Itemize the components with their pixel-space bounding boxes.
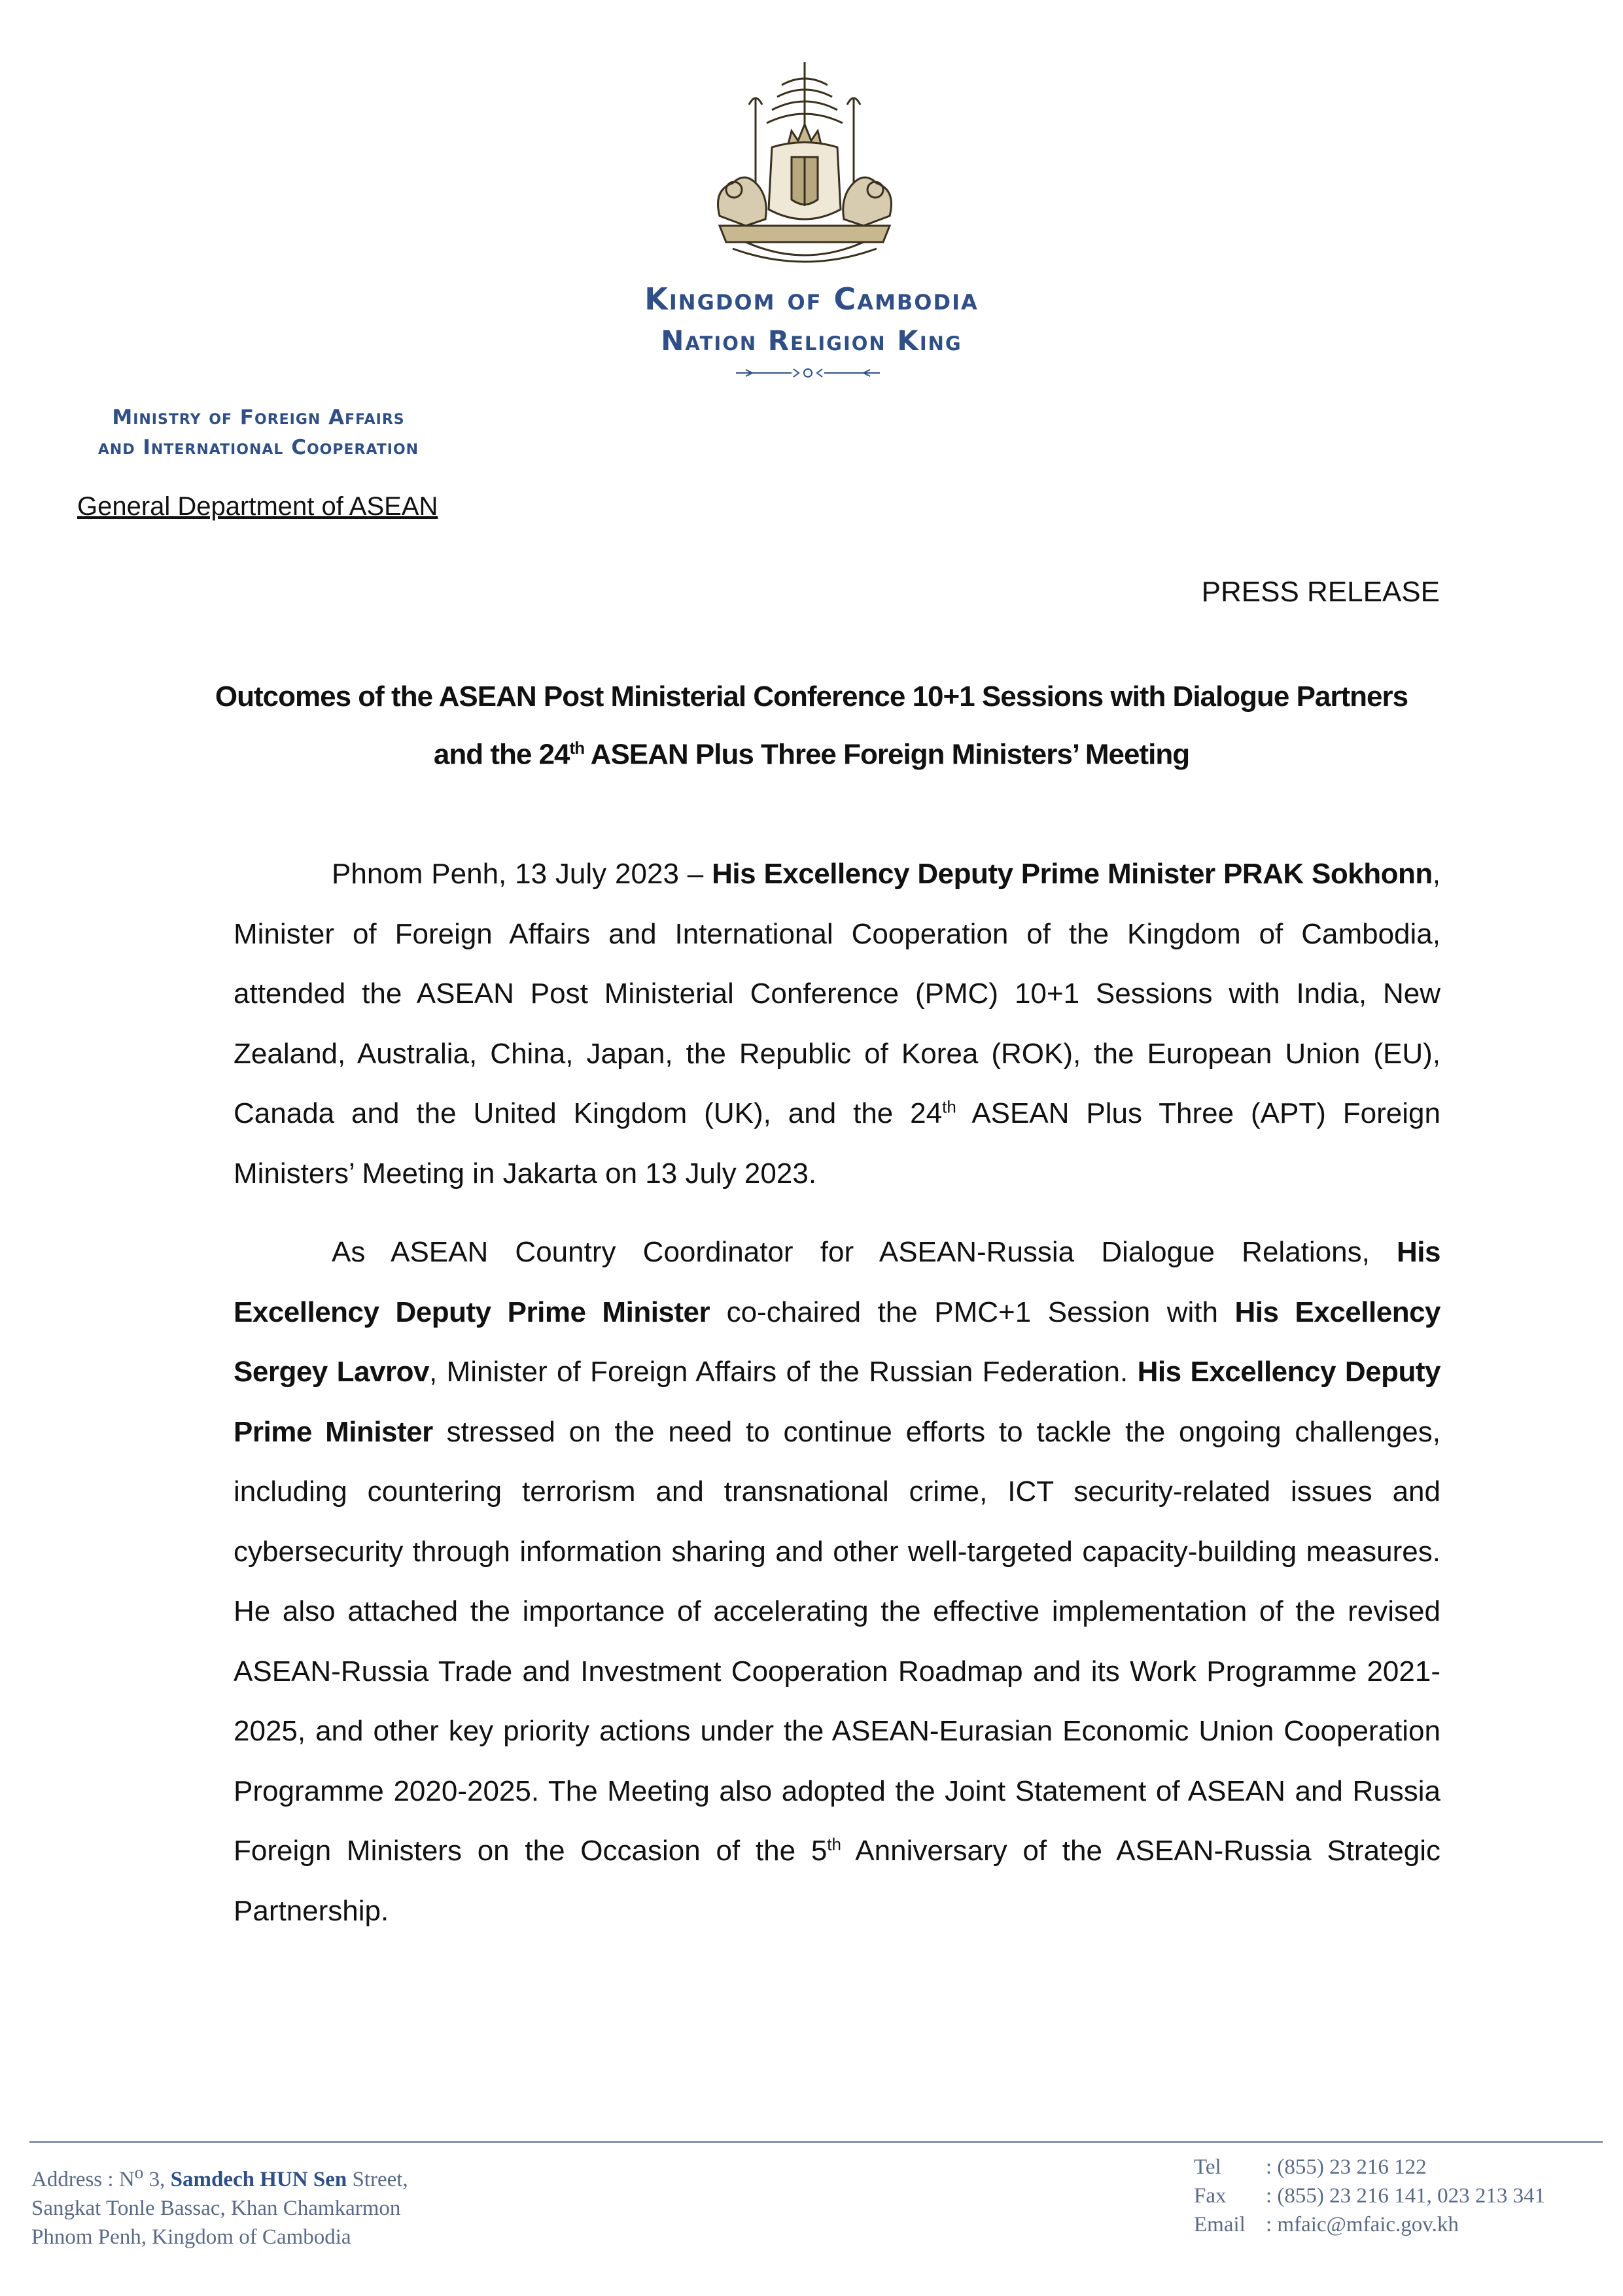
fax-label: Fax xyxy=(1194,2184,1227,2208)
address-street-name: Samdech HUN Sen xyxy=(170,2168,347,2191)
fax-value: : (855) 23 216 141, 023 213 341 xyxy=(1266,2184,1546,2208)
headline-line2 xyxy=(196,738,1427,771)
ministry-name-line1: Ministry of Foreign Affairs xyxy=(112,406,405,429)
para2-text4: stressed on the need to continue efforts to tackle the ongoing challenges, including countering terrorism and transnational crime, ICT security-related issues and cybersecurity through information sharing and other well-targeted capacity-building measures. He also attached the importance of accelerating the effective implementation of the revised ASEAN-Russia Trade and Investment Cooperation Roadmap and its Work Programme 2021-2025, and other key priority actions under the ASEAN-Eurasian Economic Union Cooperation Programme 2020-2025. The Meeting also adopted the Joint Statement of ASEAN and Russia Foreign Ministers on the Occasion of the 5 xyxy=(234,1415,1441,1867)
para2-text5: Anniversary of the ASEAN-Russia Strategic Partnership. xyxy=(234,1835,1440,1927)
para2-bold1: His Excellency Deputy Prime Minister xyxy=(234,1236,1440,1328)
paragraph-2 xyxy=(234,1222,1440,1941)
para1-text1: , Minister of Foreign Affairs and International Cooperation of the Kingdom of Cambodia, attended the ASEAN Post Ministerial Conference (PMC) 10+1 Sessions with India, New Zealand, Australia, China, Japan, the Republic of Korea (ROK), the European Union (EU), Canada and the United Kingdom (UK), and the 24 xyxy=(234,858,1440,1129)
tel-label: Tel xyxy=(1194,2155,1221,2179)
email-label: Email xyxy=(1194,2213,1246,2236)
para1-lead: Phnom Penh, 13 July 2023 – xyxy=(332,858,712,890)
para1-text2: ASEAN Plus Three (APT) Foreign Ministers’ Meeting in Jakarta on 13 July 2023. xyxy=(234,1097,1440,1190)
footer-address xyxy=(31,2158,408,2252)
headline-line2-post: ASEAN Plus Three Foreign Ministers’ Meeting xyxy=(584,738,1190,771)
para2-bold2: His Excellency Sergey Lavrov xyxy=(234,1296,1441,1388)
tel-value: : (855) 23 216 122 xyxy=(1266,2155,1427,2179)
address-street-suffix: Street, xyxy=(347,2168,408,2191)
para2-ordinal: th xyxy=(827,1834,841,1854)
address-line1 xyxy=(31,2158,408,2194)
para1-ordinal: th xyxy=(942,1097,956,1117)
address-prefix: Address : N xyxy=(31,2168,135,2191)
headline-line1: Outcomes of the ASEAN Post Ministerial Conference 10+1 Sessions with Dialogue Partners xyxy=(215,680,1408,713)
address-line3: Phnom Penh, Kingdom of Cambodia xyxy=(31,2225,351,2249)
contact-email xyxy=(1194,2210,1545,2239)
headline-line2-pre: and the 24 xyxy=(433,738,570,771)
paragraph-1 xyxy=(234,844,1440,1203)
kingdom-title: Kingdom of Cambodia xyxy=(644,281,979,317)
address-number-sign: o xyxy=(134,2162,144,2182)
para2-bold3: His Excellency Deputy Prime Minister xyxy=(234,1356,1440,1448)
para2-text2: co-chaired the PMC+1 Session with xyxy=(710,1296,1235,1328)
document-type: PRESS RELEASE xyxy=(1201,576,1440,608)
contact-tel xyxy=(1194,2153,1545,2181)
para2-text3: , Minister of Foreign Affairs of the Russian Federation. xyxy=(428,1356,1138,1388)
department-name: General Department of ASEAN xyxy=(77,492,438,521)
contact-fax xyxy=(1194,2181,1545,2210)
royal-arms-emblem-icon xyxy=(693,59,916,275)
email-value[interactable]: : mfaic@mfaic.gov.kh xyxy=(1266,2213,1459,2236)
para1-bold-name: His Excellency Deputy Prime Minister PRAK Sokhonn xyxy=(712,858,1433,890)
address-line2: Sangkat Tonle Bassac, Khan Chamkarmon xyxy=(31,2197,401,2220)
headline-ordinal: th xyxy=(569,738,585,758)
address-number: 3, xyxy=(143,2168,171,2191)
divider-ornament-icon xyxy=(736,366,880,380)
para2-text1: As ASEAN Country Coordinator for ASEAN-Russia Dialogue Relations, xyxy=(332,1236,1397,1268)
footer-contact xyxy=(1194,2153,1545,2239)
footer-divider xyxy=(29,2141,1603,2143)
ministry-name-line2: and International Cooperation xyxy=(97,436,419,459)
kingdom-motto: Nation Religion King xyxy=(661,325,962,357)
